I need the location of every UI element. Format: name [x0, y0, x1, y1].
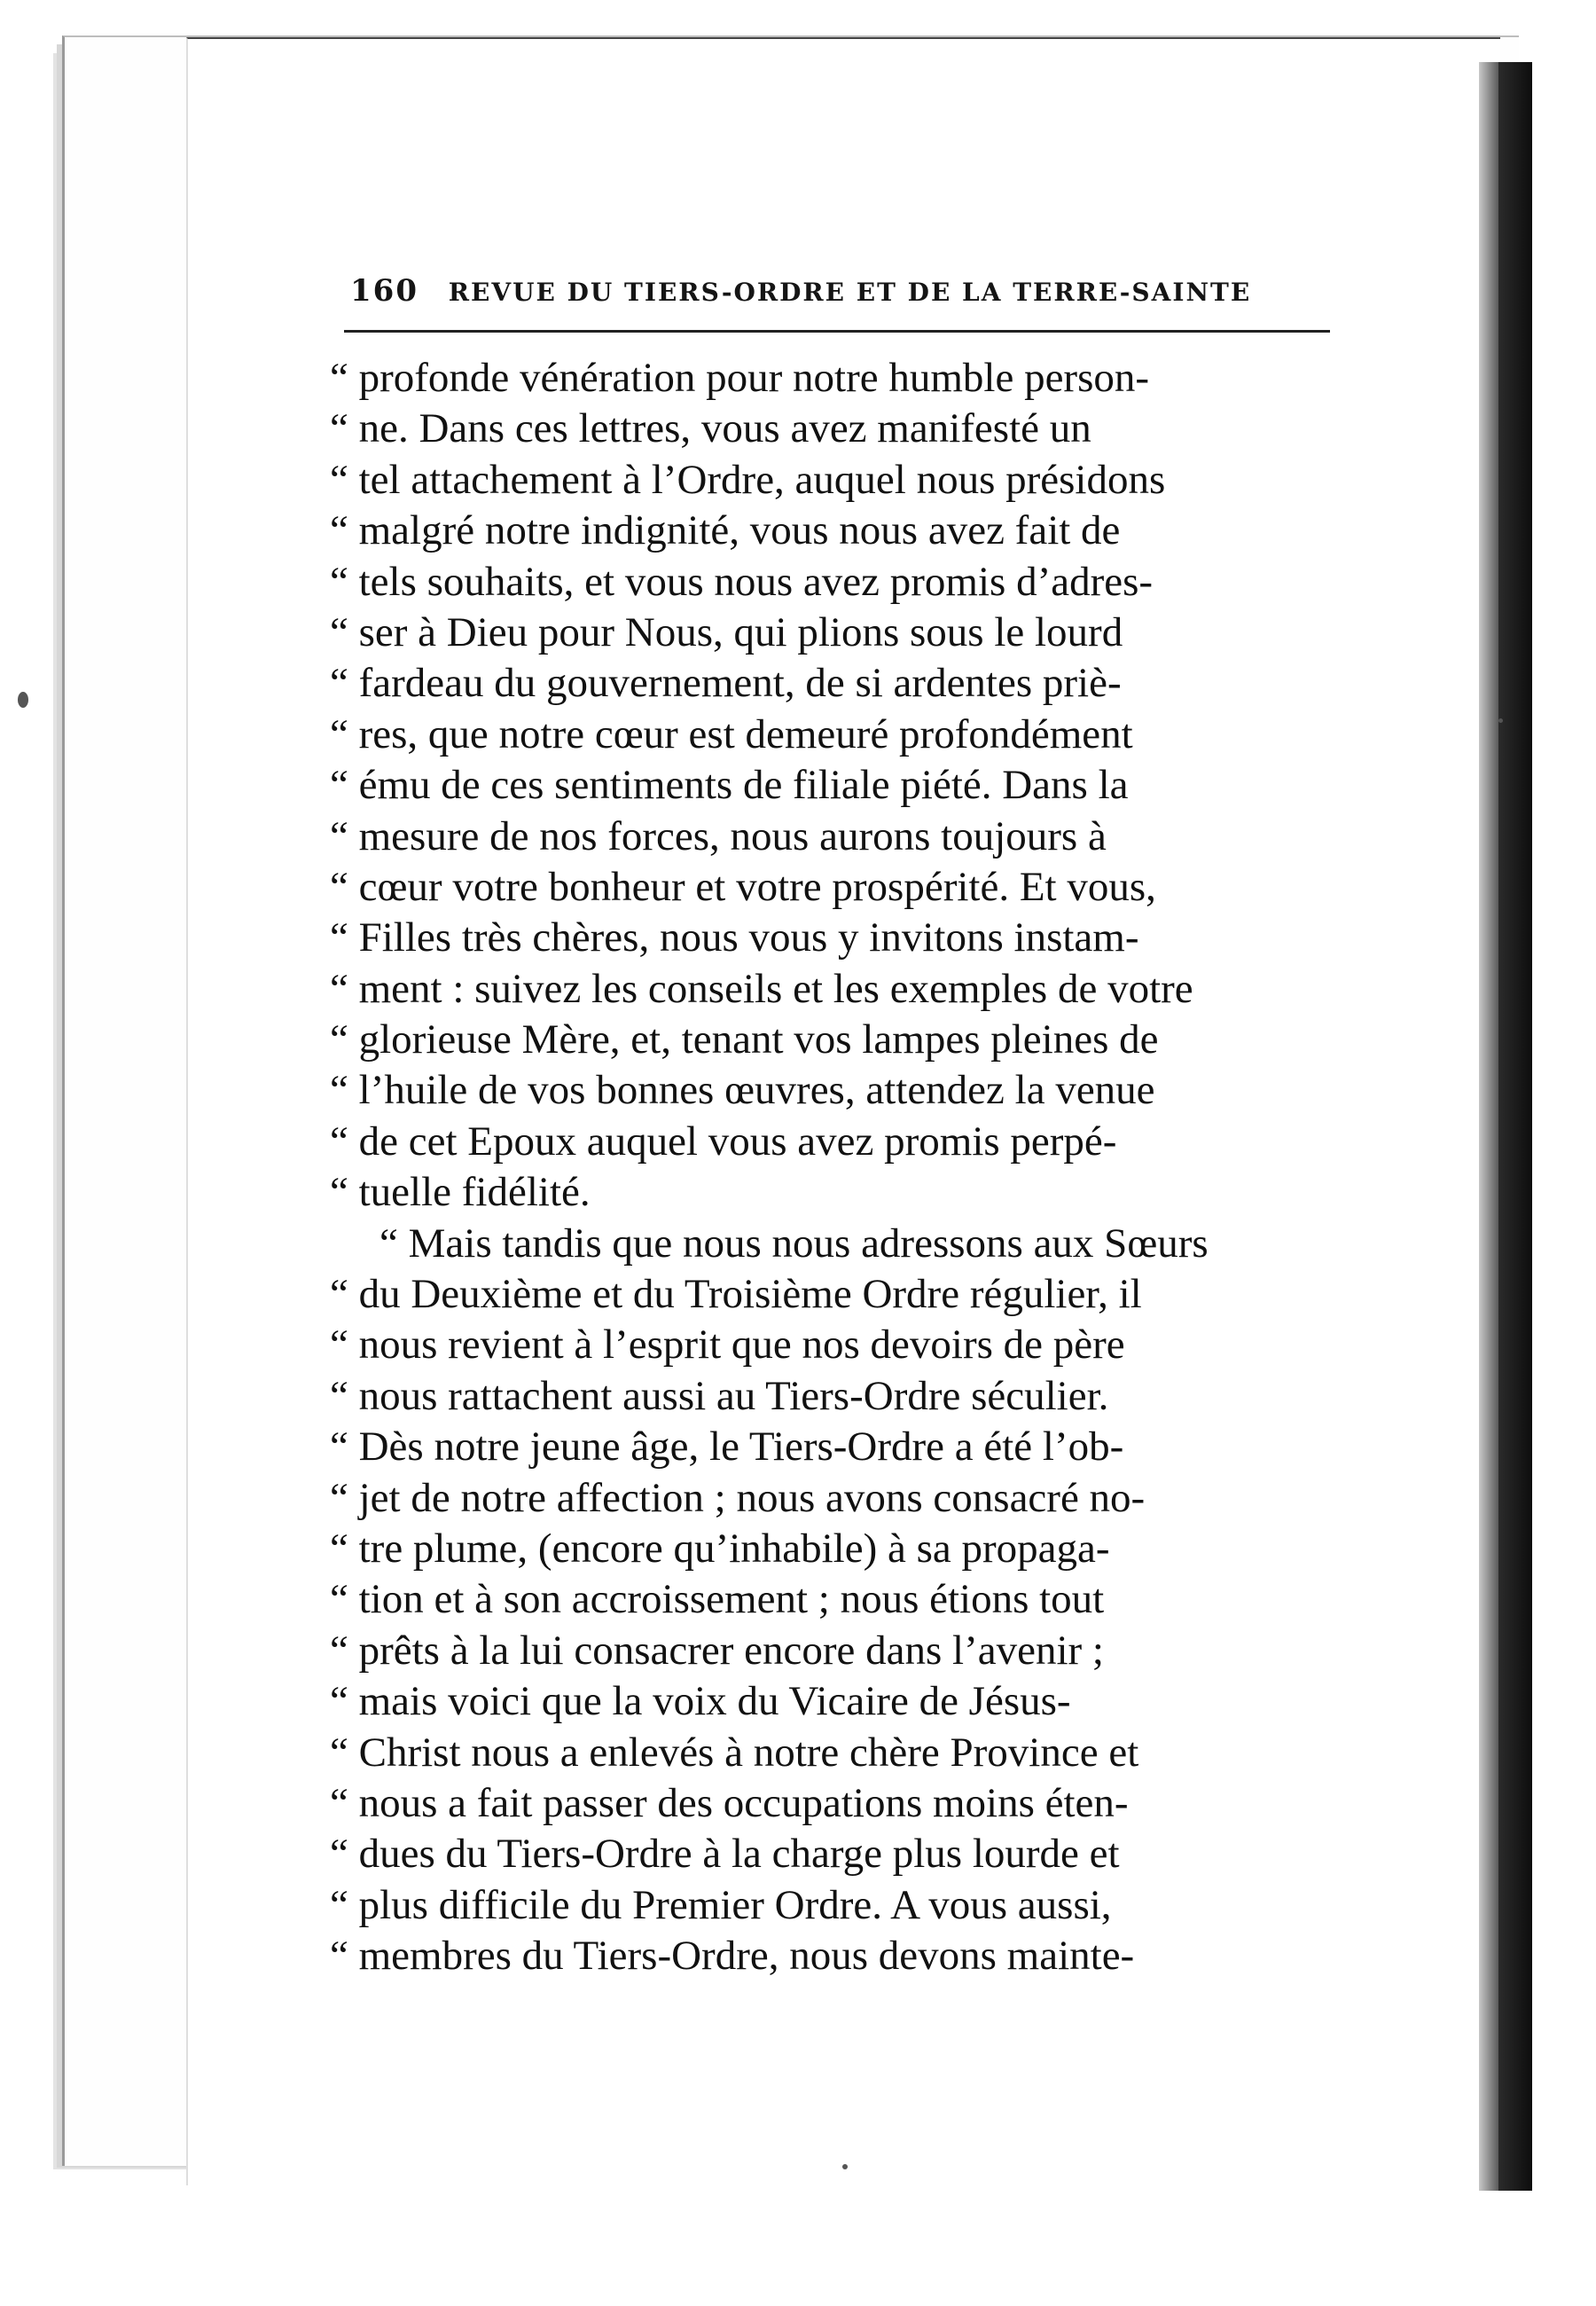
text-line: “ tuelle fidélité. — [330, 1169, 591, 1216]
text-line: “ du Deuxième et du Troisième Ordre régulier, il — [330, 1271, 1142, 1318]
page-number: 160 — [350, 273, 419, 309]
text-line: “ prêts à la lui consacrer encore dans l’avenir ; — [330, 1627, 1104, 1674]
text-line: “ tion et à son accroissement ; nous étions tout — [330, 1576, 1105, 1623]
text-line: “ jet de notre affection ; nous avons consacré no- — [330, 1474, 1146, 1521]
journal-title: REVUE DU TIERS-ORDRE ET DE LA TERRE-SAINTE — [448, 278, 1252, 307]
text-line: “ nous rattachent aussi au Tiers-Ordre séculier. — [330, 1372, 1109, 1419]
header-rule — [344, 330, 1330, 333]
text-line: “ ne. Dans ces lettres, vous avez manifesté un — [330, 405, 1091, 452]
text-line: “ membres du Tiers-Ordre, nous devons mainte- — [330, 1933, 1135, 1980]
text-line: “ Dès notre jeune âge, le Tiers-Ordre a été l’ob- — [330, 1424, 1124, 1471]
text-line: “ mais voici que la voix du Vicaire de Jésus- — [330, 1678, 1071, 1725]
binding-shadow-inner — [1479, 62, 1498, 2191]
text-line: “ nous revient à l’esprit que nos devoirs de père — [330, 1322, 1125, 1369]
text-line: “ Christ nous a enlevés à notre chère Province et — [330, 1729, 1139, 1776]
text-line: “ glorieuse Mère, et, tenant vos lampes pleines de — [330, 1016, 1159, 1063]
text-line: “ dues du Tiers-Ordre à la charge plus lourde et — [330, 1831, 1120, 1878]
text-line: “ fardeau du gouvernement, de si ardentes priè- — [330, 660, 1122, 707]
text-line: “ ment : suivez les conseils et les exemples de votre — [330, 965, 1193, 1012]
text-line: “ profonde vénération pour notre humble person- — [330, 355, 1150, 401]
scan-speck — [842, 2164, 848, 2169]
text-line: “ nous a fait passer des occupations moins éten- — [330, 1779, 1129, 1826]
text-line: “ tels souhaits, et vous nous avez promis d’adres- — [330, 558, 1154, 605]
text-line: “ res, que notre cœur est demeuré profondément — [330, 710, 1133, 757]
text-line: “ Filles très chères, nous vous y invitons instam- — [330, 914, 1139, 961]
text-block — [330, 353, 1332, 1982]
text-line: “ l’huile de vos bonnes œuvres, attendez la venue — [330, 1067, 1155, 1114]
scan-speck — [18, 692, 28, 708]
text-line: “ mesure de nos forces, nous aurons toujours à — [330, 812, 1107, 859]
text-line: “ cœur votre bonheur et votre prospérité. Et vous, — [330, 863, 1156, 910]
running-head — [350, 273, 1255, 314]
text-line: “ malgré notre indignité, vous nous avez fait de — [330, 507, 1121, 554]
text-line: “ ému de ces sentiments de filiale piété. Dans la — [330, 762, 1129, 809]
text-line: “ tel attachement à l’Ordre, auquel nous présidons — [330, 456, 1166, 503]
text-line: “ plus difficile du Premier Ordre. A vous aussi, — [330, 1881, 1112, 1928]
paragraph-start-line: “ Mais tandis que nous nous adressons aux Sœurs — [379, 1220, 1209, 1267]
text-line: “ tre plume, (encore qu’inhabile) à sa propaga- — [330, 1525, 1110, 1572]
binding-shadow — [1498, 62, 1532, 2191]
scan-speck — [1498, 718, 1503, 723]
text-line: “ de cet Epoux auquel vous avez promis perpé- — [330, 1118, 1117, 1165]
text-line: “ ser à Dieu pour Nous, qui plions sous le lourd — [330, 608, 1123, 655]
